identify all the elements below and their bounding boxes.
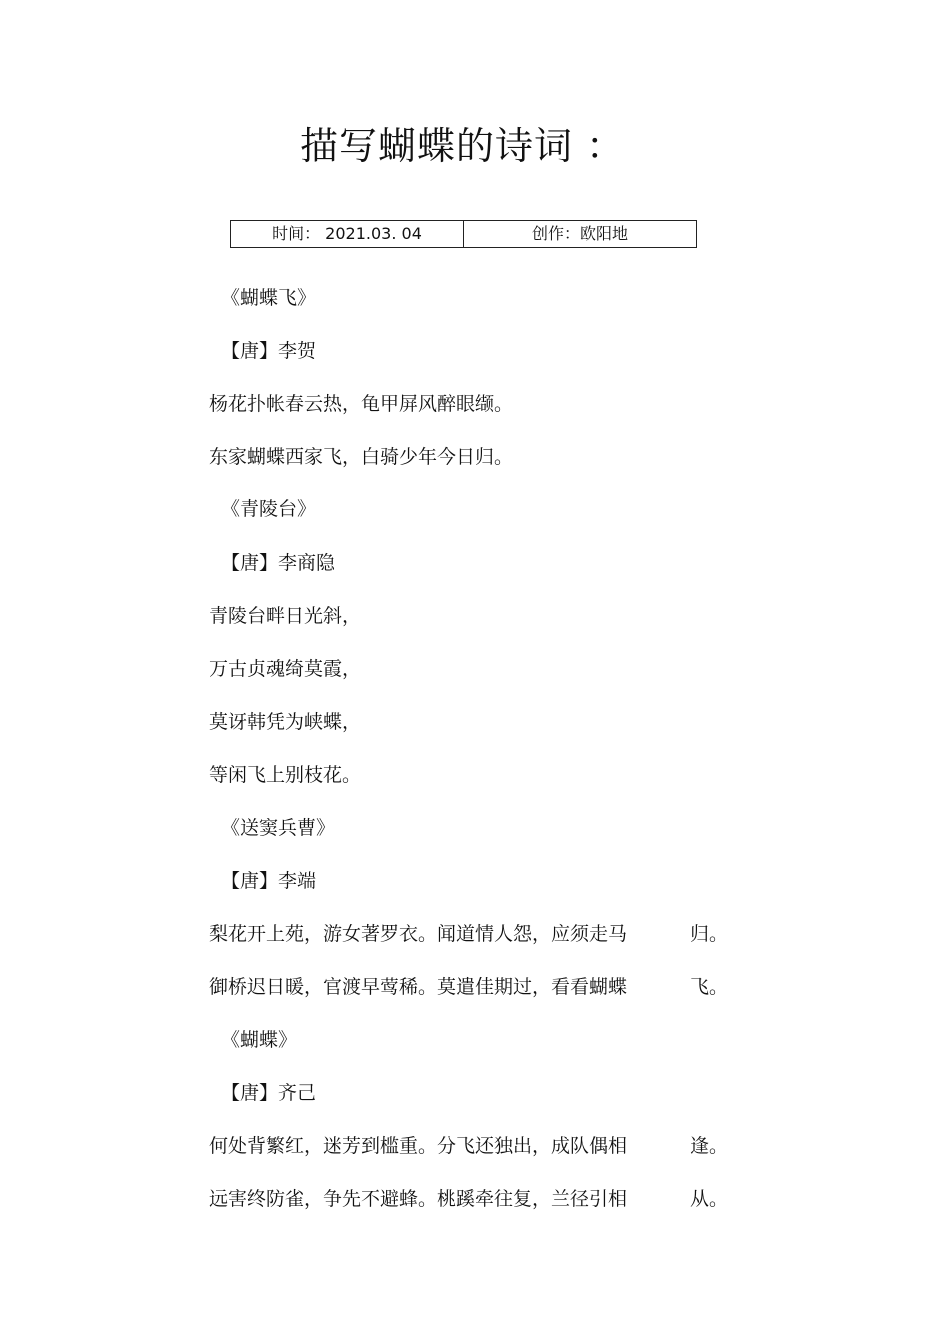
page-title: 描写蝴蝶的诗词 ： [299, 124, 626, 168]
poem-author: 【唐】齐己 [221, 1082, 317, 1104]
poem-line: 梨花开上苑，游女著罗衣。闻道情人怨，应须走马 [209, 923, 628, 945]
poem-line: 杨花扑帐春云热，龟甲屏风醉眼缬。 [209, 393, 514, 415]
poem-line: 万古贞魂绮莫霞， [209, 658, 362, 680]
poem-title: 《蝴蝶》 [221, 1029, 298, 1051]
poem-line-tail: 飞。 [690, 976, 729, 998]
poem-title: 《蝴蝶飞》 [221, 287, 317, 309]
poem-line-tail: 归。 [690, 923, 729, 945]
poem-line-tail: 逢。 [690, 1135, 729, 1157]
poem-line: 青陵台畔日光斜， [209, 605, 362, 627]
poem-author: 【唐】李端 [221, 870, 317, 892]
poem-line: 何处背繁红，迷芳到槛重。分飞还独出，成队偶相 [209, 1135, 628, 1157]
poem-title: 《青陵台》 [221, 498, 317, 520]
meta-time: 时间： 2021.03. 04 [272, 224, 422, 243]
poem-line: 莫讶韩凭为峡蝶， [209, 711, 362, 733]
meta-table [230, 220, 697, 248]
poem-title: 《送窦兵曹》 [221, 817, 336, 839]
poem-author: 【唐】李商隐 [221, 552, 336, 574]
poem-author: 【唐】李贺 [221, 340, 317, 362]
poem-line: 等闲飞上别枝花。 [209, 764, 362, 786]
poem-line-tail: 从。 [690, 1188, 729, 1210]
meta-author: 创作：欧阳地 [463, 221, 696, 247]
poem-line: 御桥迟日暖，官渡早莺稀。莫遣佳期过，看看蝴蝶 [209, 976, 628, 998]
poem-line: 东家蝴蝶西家飞，白骑少年今日归。 [209, 446, 514, 468]
poem-line: 远害终防雀，争先不避蜂。桃蹊牵往复，兰径引相 [209, 1188, 628, 1210]
